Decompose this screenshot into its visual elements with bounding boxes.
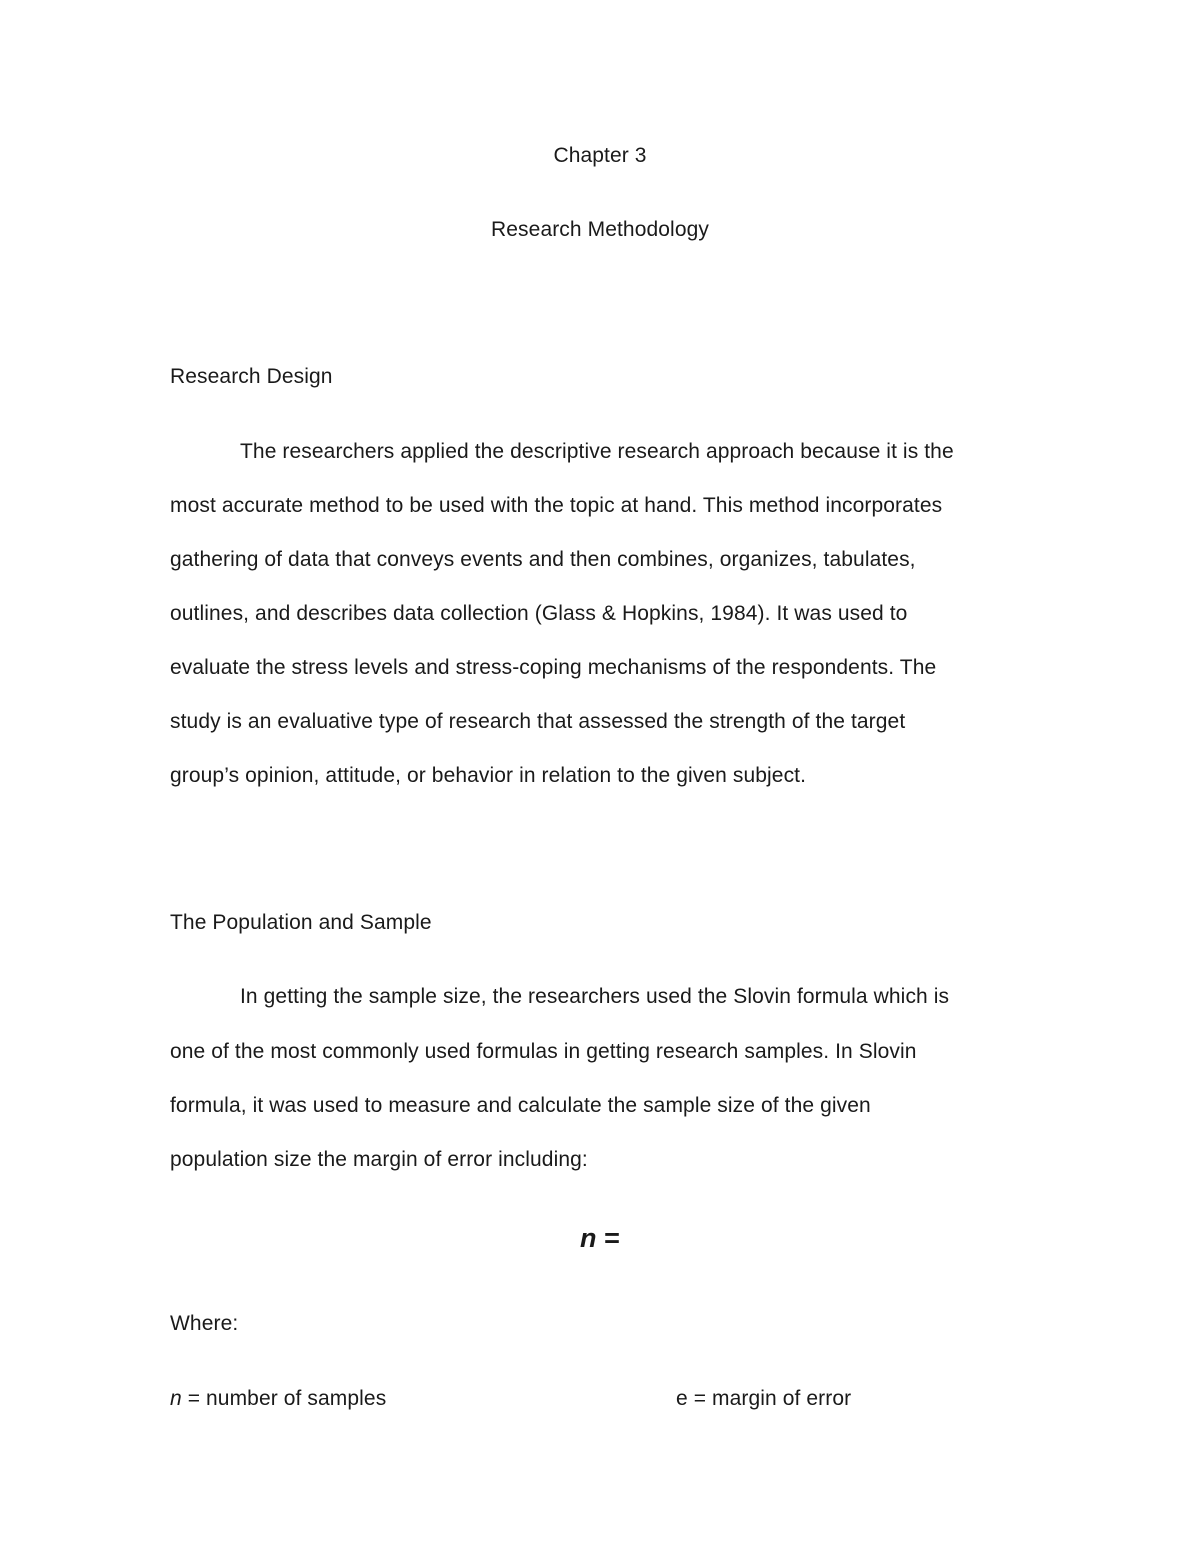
definition-text: = margin of error xyxy=(687,1387,852,1410)
paragraph-line: outlines, and describes data collection (Glass & Hopkins, 1984). It was used to xyxy=(170,602,908,625)
paragraph-line: formula, it was used to measure and calculate the sample size of the given xyxy=(170,1094,871,1117)
formula-equals: = xyxy=(596,1223,621,1253)
definition-text: = number of samples xyxy=(181,1387,387,1410)
paragraph-line: most accurate method to be used with the topic at hand. This method incorporates xyxy=(170,494,943,517)
paragraph-line: one of the most commonly used formulas in getting research samples. In Slovin xyxy=(170,1040,917,1063)
section-heading-research-design: Research Design xyxy=(170,365,333,388)
chapter-title: Chapter 3 xyxy=(553,144,647,167)
definition-variable: n xyxy=(170,1387,182,1410)
section-heading-population-sample: The Population and Sample xyxy=(170,911,432,934)
paragraph-line: population size the margin of error including: xyxy=(170,1148,588,1171)
where-label: Where: xyxy=(170,1312,239,1335)
paragraph-line: evaluate the stress levels and stress-coping mechanisms of the respondents. The xyxy=(170,656,937,679)
paragraph-line: group’s opinion, attitude, or behavior in relation to the given subject. xyxy=(170,764,807,787)
formula-variable: n xyxy=(579,1223,597,1253)
paragraph-line: gathering of data that conveys events and then combines, organizes, tabulates, xyxy=(170,548,916,571)
paragraph-line: The researchers applied the descriptive research approach because it is the xyxy=(240,440,954,463)
paragraph-line: study is an evaluative type of research that assessed the strength of the target xyxy=(170,710,906,733)
slovin-formula xyxy=(0,1222,1200,1254)
definition-n xyxy=(170,1385,386,1413)
paragraph-line: In getting the sample size, the researchers used the Slovin formula which is xyxy=(240,985,950,1008)
definition-variable: e xyxy=(676,1387,688,1410)
chapter-subtitle: Research Methodology xyxy=(491,218,709,241)
definition-e xyxy=(676,1385,851,1413)
